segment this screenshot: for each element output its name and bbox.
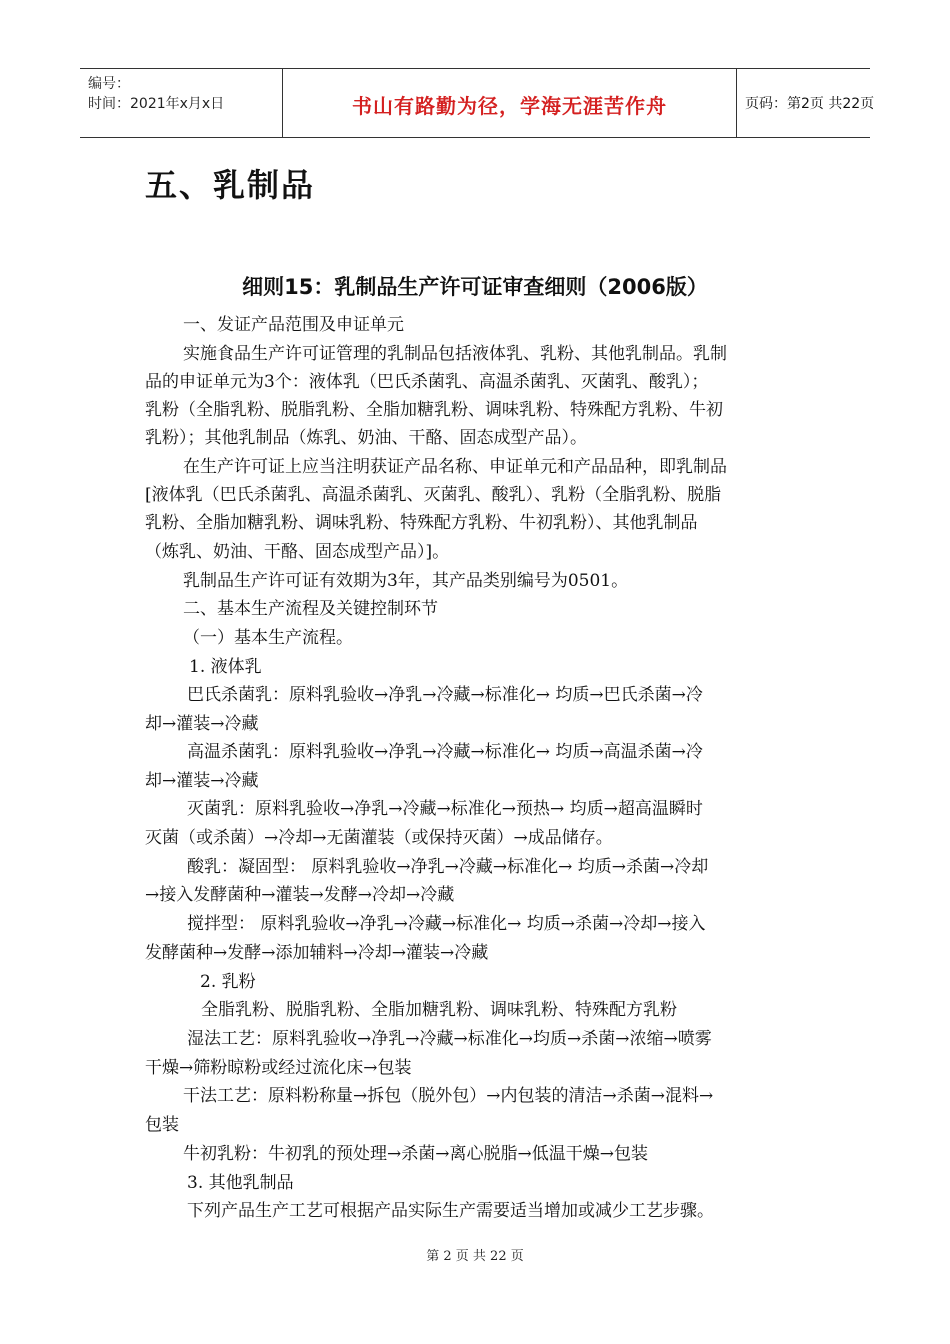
paragraph-line: 全脂乳粉、脱脂乳粉、全脂加糖乳粉、调味乳粉、特殊配方乳粉 — [201, 1000, 677, 1020]
process-line: 灭菌乳：原料乳验收→净乳→冷藏→标准化→预热→ 均质→超高温瞬时 — [187, 799, 703, 819]
document-date-label: 时间：2021年x月x日 — [88, 96, 225, 112]
process-line: 灭菌（或杀菌）→冷却→无菌灌装（或保持灭菌）→成品储存。 — [145, 828, 613, 848]
process-line: 高温杀菌乳：原料乳验收→净乳→冷藏→标准化→ 均质→高温杀菌→冷 — [187, 742, 703, 762]
paragraph-line: 乳粉）；其他乳制品（炼乳、奶油、干酪、固态成型产品）。 — [145, 428, 587, 448]
paragraph-line: 乳粉、全脂加糖乳粉、调味乳粉、特殊配方乳粉、牛初乳粉）、其他乳制品 — [145, 513, 698, 533]
chapter-title: 五、乳制品 — [145, 166, 316, 204]
header-slogan: 书山有路勤为径，学海无涯苦作舟 — [352, 94, 667, 118]
process-line: 湿法工艺：原料乳验收→净乳→冷藏→标准化→均质→杀菌→浓缩→喷雾 — [187, 1029, 712, 1049]
section-heading: 一、发证产品范围及申证单元 — [183, 315, 404, 335]
process-line: →接入发酵菌种→灌装→发酵→冷却→冷藏 — [145, 885, 455, 905]
paragraph-line: （炼乳、奶油、干酪、固态成型产品）]。 — [145, 542, 450, 562]
subsection-heading: 3. 其他乳制品 — [187, 1173, 294, 1193]
page-header — [80, 68, 875, 138]
document-title: 细则15：乳制品生产许可证审查细则（2006版） — [242, 275, 708, 299]
subsection-heading: 2. 乳粉 — [200, 972, 256, 992]
paragraph-line: 乳制品生产许可证有效期为3年，其产品类别编号为0501。 — [183, 571, 629, 591]
process-line: 牛初乳粉：牛初乳的预处理→杀菌→离心脱脂→低温干燥→包装 — [183, 1144, 648, 1164]
section-heading: 二、基本生产流程及关键控制环节 — [183, 599, 438, 619]
process-line: 巴氏杀菌乳：原料乳验收→净乳→冷藏→标准化→ 均质→巴氏杀菌→冷 — [187, 685, 703, 705]
page-footer: 第 2 页 共 22 页 — [426, 1249, 524, 1264]
process-line: 包装 — [145, 1115, 179, 1135]
process-line: 却→灌装→冷藏 — [145, 714, 259, 734]
paragraph-line: 下列产品生产工艺可根据产品实际生产需要适当增加或减少工艺步骤。 — [187, 1201, 714, 1221]
paragraph-line: 品的申证单元为3个：液体乳（巴氏杀菌乳、高温杀菌乳、灭菌乳、酸乳）； — [145, 372, 709, 392]
subsection-heading: 1. 液体乳 — [189, 657, 262, 677]
process-line: 却→灌装→冷藏 — [145, 771, 259, 791]
process-line: 酸乳：凝固型： 原料乳验收→净乳→冷藏→标准化→ 均质→杀菌→冷却 — [187, 857, 709, 877]
subsection-heading: （一）基本生产流程。 — [183, 628, 353, 648]
paragraph-line: 乳粉（全脂乳粉、脱脂乳粉、全脂加糖乳粉、调味乳粉、特殊配方乳粉、牛初 — [145, 400, 723, 420]
process-line: 搅拌型： 原料乳验收→净乳→冷藏→标准化→ 均质→杀菌→冷却→接入 — [187, 914, 706, 934]
header-page-info: 页码：第2页 共22页 — [745, 96, 875, 112]
document-number-label: 编号： — [88, 76, 130, 92]
paragraph-line: [液体乳（巴氏杀菌乳、高温杀菌乳、灭菌乳、酸乳）、乳粉（全脂乳粉、脱脂 — [145, 485, 722, 505]
header-slogan-cell — [282, 69, 737, 137]
header-meta-cell — [80, 69, 282, 137]
paragraph-line: 在生产许可证上应当注明获证产品名称、申证单元和产品品种，即乳制品 — [183, 457, 727, 477]
process-line: 干法工艺：原料粉称量→拆包（脱外包）→内包装的清洁→杀菌→混料→ — [183, 1086, 714, 1106]
process-line: 发酵菌种→发酵→添加辅料→冷却→灌装→冷藏 — [145, 943, 489, 963]
process-line: 干燥→筛粉晾粉或经过流化床→包装 — [145, 1058, 412, 1078]
header-page-cell — [737, 69, 875, 137]
paragraph-line: 实施食品生产许可证管理的乳制品包括液体乳、乳粉、其他乳制品。乳制 — [183, 344, 727, 364]
